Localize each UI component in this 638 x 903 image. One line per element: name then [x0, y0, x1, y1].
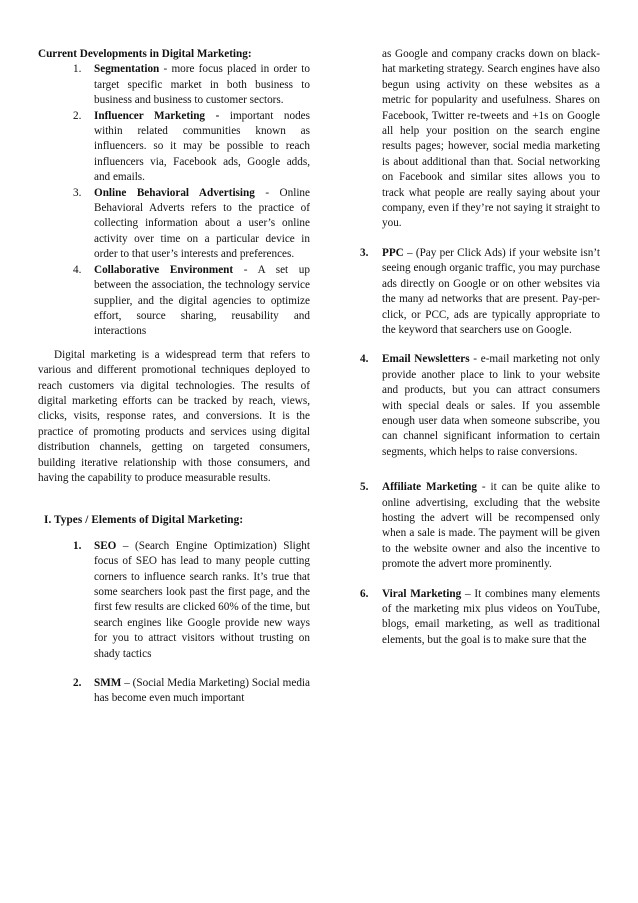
item-number: 3.	[73, 186, 82, 199]
intro-paragraph: Digital marketing is a widespread term that refers to various and different promotional techniques deployed to reach customers via digital technologies. The results of digital marketing efforts can be tracked by reach, views, clicks, visits, response rates, and conversions. It is the practice of promoting products and services using digital distribution channels, getting on targeted consumers, building iterative relationship with those consumers, and having the capability to produce measurable results.	[38, 348, 310, 484]
item-term: Collaborative Environment	[94, 263, 234, 276]
item-term: Viral Marketing	[382, 587, 462, 600]
item-text: – (Search Engine Optimization) Slight focus of SEO has lead to many people cutting corners to influence search ranks. It’s true that some searchers look past the first page, and the first few results are clicked 60% of the time, but search engines like Google provide new ways for you to attract visitors without trusting on shady tactics	[94, 539, 310, 660]
item-term: Online Behavioral Advertising	[94, 186, 255, 199]
item-text: – (Social Media Marketing) Social media has become even much important	[94, 677, 310, 705]
smm-continuation: as Google and company cracks down on black-hat marketing strategy. Search engines have also begun using activity on these websites as a metric for popularity and usefulness. Shares on Facebook, Twitter re-tweets and +1s on Google all help your position on the search engine results pages; however, social media marketing is about additional than that. Social networking on Facebook and similar sites allows you to track what people are really saying about your company, even if they’re not saying it straight to you.	[382, 48, 600, 230]
item-text: - e-mail marketing not only provide another place to link to your website and products, but you can attract consumers with special deals or sales. If you assemble enough user data when someone subscribe, you can channel significant information to certain segments, which helps to raise conversions.	[382, 353, 600, 458]
types-list-left	[38, 539, 310, 707]
type-item	[38, 539, 310, 662]
developments-heading: Current Developments in Digital Marketing:	[38, 48, 252, 60]
item-number: 4.	[360, 353, 369, 366]
development-item	[38, 186, 310, 263]
item-text: - A set up between the association, the technology service supplier, and the digital agencies to optimize effort, source sharing, reusability and interactions	[94, 263, 310, 338]
item-term: Email Newsletters	[382, 353, 470, 366]
right-column	[342, 47, 600, 648]
item-text: - it can be quite alike to online advertising, excluding that the website hosting the advert will be recompensed only when a sale is made. The payment will be given to the website owner and also the incentive to promote the advert more prominently.	[382, 481, 600, 571]
item-number: 4.	[73, 263, 82, 276]
item-text: - more focus placed in order to target specific market in both business to business and business to customer sectors.	[94, 63, 310, 107]
item-number: 5.	[360, 481, 369, 494]
item-text: – (Pay per Click Ads) if your website isn’t seeing enough organic traffic, you may purchase ads directly on Google or on other websites via the many ad networks that are present. Pay-per-click, or PCC, ads are typically appropriate to the keyword that searchers use on Google.	[382, 246, 600, 336]
item-number: 1.	[73, 63, 82, 76]
development-item	[38, 62, 310, 108]
types-list-right	[342, 232, 600, 648]
development-item	[38, 263, 310, 340]
item-number: 3.	[360, 246, 369, 259]
type-item	[342, 246, 600, 338]
item-text: – It combines many elements of the marketing mix plus videos on YouTube, blogs, email marketing, as well as traditional elements, but the goal is to make sure that the	[382, 587, 601, 646]
item-term: SMM	[94, 677, 122, 690]
item-term: SEO	[94, 539, 117, 552]
type-item	[342, 352, 600, 460]
section-title: I. Types / Elements of Digital Marketing:	[44, 514, 244, 527]
item-number: 2.	[73, 109, 82, 122]
type-item	[342, 480, 600, 572]
developments-list	[38, 62, 310, 339]
item-number: 2.	[73, 677, 82, 690]
item-term: PPC	[382, 246, 404, 259]
item-term: Influencer Marketing -	[94, 109, 220, 122]
item-number: 1.	[73, 539, 82, 552]
development-item	[38, 109, 310, 186]
item-term: Affiliate Marketing	[382, 481, 477, 494]
type-item	[38, 676, 310, 707]
item-number: 6.	[360, 587, 369, 600]
type-item	[342, 587, 600, 649]
left-column	[38, 47, 310, 707]
item-text: - Online Behavioral Adverts refers to the practice of collecting information about a user’s online activity over time on a particular device in order to that user’s interests and preferences.	[94, 186, 310, 261]
item-term: Segmentation	[94, 63, 160, 76]
item-text: important nodes within related communities known as influencers. so it may be possible to reach influencers via, Facebook ads, Google adds, and emails.	[94, 109, 310, 184]
